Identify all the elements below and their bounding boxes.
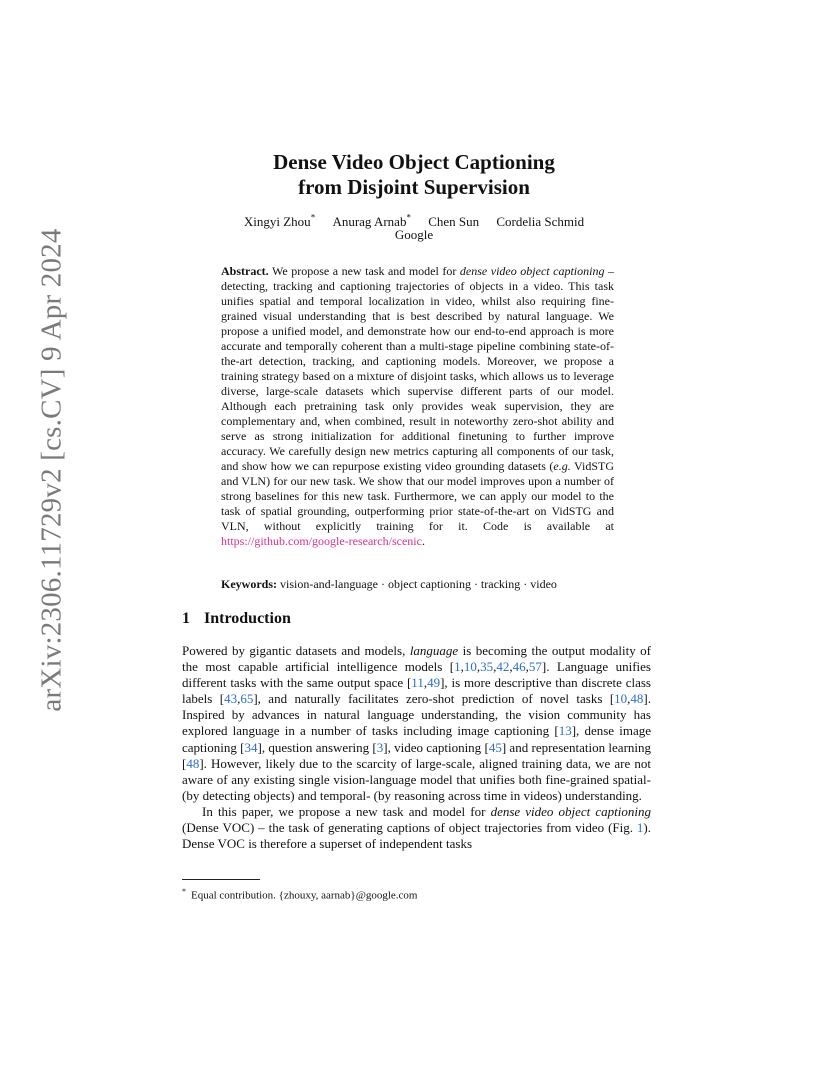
figure-link[interactable]: 1	[636, 820, 644, 836]
keywords-text: vision-and-language · object captioning · tracking · video	[280, 577, 557, 591]
citation-link[interactable]: 10	[463, 659, 477, 675]
citation-link[interactable]: 65	[240, 691, 254, 707]
abstract: Abstract. We propose a new task and model for dense video object captioning – detecting, tracking and captioning trajectories of objects in a video. This task unifies spatial and temporal localization in video, whilst also requiring fine-grained visual understanding that is best described by natural language. We propose a unified model, and demonstrate how our end-to-end approach is more accurate and temporally coherent than a multi-stage pipeline combining state-of-the-art detection, tracking, and captioning models. Moreover, we propose a training strategy based on a mixture of disjoint tasks, which allows us to leverage diverse, large-scale datasets which supervise different parts of our model. Although each pretraining task only provides weak supervision, they are complementary and, when combined, result in noteworthy zero-shot ability and serve as strong initialization for additional finetuning to further improve accuracy. We carefully design new metrics capturing all components of our task, and show how we can repurpose existing video grounding datasets (e.g. VidSTG and VLN) for our new task. We show that our model improves upon a number of strong baselines for this new task. Furthermore, we can apply our model to the task of spatial grounding, outperforming prior state-of-the-art on VidSTG and VLN, without explicitly training for it. Code is available at https://github.com/google-research/scenic.	[221, 264, 615, 548]
title-line-2: from Disjoint Supervision	[298, 175, 530, 199]
section-number: 1	[182, 610, 190, 627]
footnote-rule	[182, 879, 260, 880]
keywords	[221, 577, 614, 592]
paragraph: In this paper, we propose a new task and model for dense video object captioning (Dense VOC) – the task of generating captions of object trajectories from video (Fig. 1). Dense VOC is therefore a superset of independent tasks	[182, 803, 652, 852]
citation-link[interactable]: 34	[244, 739, 258, 755]
citation-link[interactable]: 13	[558, 723, 572, 739]
footnote	[182, 885, 417, 903]
arxiv-side-stamp: arXiv:2306.11729v2 [cs.CV] 9 Apr 2024	[35, 228, 68, 712]
introduction-body	[182, 643, 651, 852]
section-heading	[182, 610, 291, 628]
citation-link[interactable]: 49	[427, 675, 441, 691]
author: Xingyi Zhou*	[243, 213, 316, 230]
abstract-label: Abstract.	[221, 264, 269, 278]
affiliation: Google	[394, 227, 434, 242]
citation-link[interactable]: 48	[186, 755, 200, 771]
author: Cordelia Schmid	[496, 214, 585, 230]
paragraph: Powered by gigantic datasets and models, language is becoming the output modality of the most capable artificial intelligence models [1,10,35,42,46,57]. Language unifies different tasks with the same output space [11,49], is more descriptive than discrete class labels [43,65], and naturally facilitates zero-shot prediction of novel tasks [10,48]. Inspired by advances in natural language understanding, the vision community has explored language in a number of tasks including image captioning [13], dense image captioning [34], question answering [3], video captioning [45] and representation learning [48]. However, likely due to the scarcity of large-scale, aligned training data, we are not aware of any existing single vision-language model that unifies both fine-grained spatial- (by detecting objects) and temporal- (by reasoning across time in videos) understanding.	[182, 643, 652, 803]
citation-link[interactable]: 11	[411, 675, 424, 691]
footnote-mark: *	[182, 887, 186, 896]
title-line-1: Dense Video Object Captioning	[273, 150, 555, 174]
code-link[interactable]: https://github.com/google-research/scenic	[221, 534, 422, 548]
citation-link[interactable]: 10	[614, 691, 628, 707]
citation-link[interactable]: 35	[480, 659, 494, 675]
section-title: Introduction	[204, 610, 291, 627]
paper-title	[0, 150, 828, 200]
citation-link[interactable]: 42	[496, 659, 510, 675]
citation-link[interactable]: 3	[376, 739, 384, 755]
citation-link[interactable]: 1	[454, 659, 461, 675]
footnote-text: Equal contribution. {zhouxy, aarnab}@google.com	[191, 889, 418, 902]
citation-link[interactable]: 43	[224, 691, 238, 707]
keywords-label: Keywords:	[221, 577, 277, 591]
author: Chen Sun	[428, 214, 480, 230]
author: Anurag Arnab*	[332, 213, 411, 230]
citation-link[interactable]: 57	[528, 659, 542, 675]
citation-link[interactable]: 46	[512, 659, 526, 675]
citation-link[interactable]: 48	[630, 691, 644, 707]
citation-link[interactable]: 45	[488, 739, 502, 755]
